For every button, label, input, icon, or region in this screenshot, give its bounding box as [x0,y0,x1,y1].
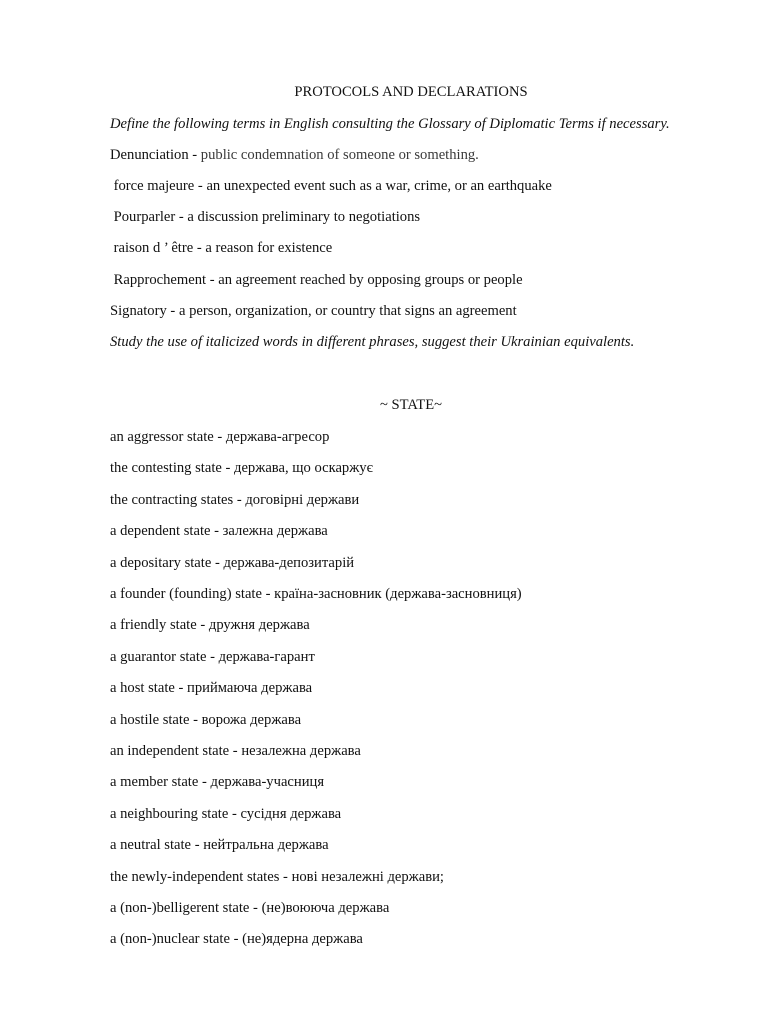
phrase-ukrainian: (не)ядерна держава [242,931,363,947]
term-definition: public condemnation of someone or something. [200,147,479,163]
phrase-line [110,805,341,823]
phrase-ukrainian: залежна держава [222,523,328,539]
separator: - [191,837,204,853]
phrase-ukrainian: (не)воююча держава [261,900,390,916]
separator: - [261,586,275,602]
phrase-ukrainian: держава-гарант [218,649,315,665]
term-entry [110,239,332,257]
phrase-english: a member state [110,774,199,790]
separator: - [229,743,242,759]
term-entry [110,146,479,164]
phrase-ukrainian: незалежна держава [241,743,361,759]
separator: - [211,555,224,571]
phrase-line [110,428,329,446]
separator: - [206,649,219,665]
term-entry [110,271,523,289]
separator: - [175,209,188,225]
separator: - [193,240,206,256]
phrase-english: a host state [110,680,175,696]
phrase-english: the newly-independent states [110,869,280,885]
separator: - [174,680,188,696]
phrase-line [110,648,315,666]
separator: - [189,712,202,728]
phrase-ukrainian: ворожа держава [201,712,302,728]
phrase-line [110,522,328,540]
phrase-ukrainian: країна-засновник (держава-засновниця) [274,586,522,602]
phrase-english: the contracting states [110,492,234,508]
phrase-english: a dependent state [110,523,211,539]
phrase-line [110,711,301,729]
phrase-ukrainian: держава-депозитарій [223,555,355,571]
term-definition: a person, organization, or country that signs an agreement [178,303,517,319]
phrase-ukrainian: нові незалежні держави; [291,869,444,885]
separator: - [279,869,292,885]
term-definition: an agreement reached by opposing groups or people [218,272,523,288]
separator: - [188,147,201,163]
phrase-english: a neutral state [110,837,192,853]
phrase-line [110,742,361,760]
phrase-english: an aggressor state [110,429,214,445]
phrase-english: a guarantor state [110,649,207,665]
separator: - [210,523,223,539]
phrase-ukrainian: держава-агресор [225,429,330,445]
term-definition: a reason for existence [205,240,333,256]
phrase-ukrainian: дружня держава [208,617,310,633]
phrase-line [110,491,359,509]
phrase-line [110,930,363,948]
separator: - [194,178,207,194]
phrase-ukrainian: сусідня держава [240,806,342,822]
phrase-line [110,773,324,791]
separator: - [196,617,209,633]
phrase-line [110,868,444,886]
phrase-line [110,459,373,477]
separator: - [206,272,219,288]
phrase-english: a depositary state [110,555,212,571]
phrase-english: a founder (founding) state [110,586,262,602]
page-title: PROTOCOLS AND DECLARATIONS [294,84,528,100]
phrase-english: an independent state [110,743,230,759]
separator: - [213,429,226,445]
section-heading: ~ STATE~ [379,397,443,413]
phrase-line [110,679,312,697]
separator: - [228,806,241,822]
phrase-ukrainian: держава, що оскаржує [234,460,373,476]
term-name: Signatory [110,303,167,319]
term-name: force majeure [110,178,195,194]
term-definition: an unexpected event such as a war, crime, or an earthquake [206,178,552,194]
term-name: Denunciation [110,147,189,163]
phrase-line [110,836,329,854]
phrase-line [110,899,389,917]
phrase-line [110,554,354,572]
phrase-english: a hostile state [110,712,190,728]
term-entry [110,208,420,226]
phrase-english: a neighbouring state [110,806,229,822]
term-entry [110,177,552,195]
phrase-line [110,585,522,603]
phrase-english: a friendly state [110,617,197,633]
term-name: Pourparler [110,209,176,225]
phrase-english: a (non-)nuclear state [110,931,230,947]
phrase-ukrainian: нейтральна держава [203,837,329,853]
phrase-english: a (non-)belligerent state [110,900,250,916]
phrase-line [110,616,310,634]
term-definition: a discussion preliminary to negotiations [187,209,421,225]
phrase-ukrainian: держава-учасниця [210,774,325,790]
instruction-define: Define the following terms in English consulting the Glossary of Diplomatic Terms if necessary. [110,116,670,132]
term-name: Rapprochement [110,272,207,288]
separator: - [221,460,235,476]
separator: - [166,303,179,319]
phrase-ukrainian: приймаюча держава [187,680,313,696]
separator: - [233,492,246,508]
phrase-ukrainian: договірні держави [245,492,360,508]
term-name: raison d ’ être [110,240,194,256]
separator: - [229,931,243,947]
separator: - [198,774,211,790]
term-entry [110,302,517,320]
phrase-english: the contesting state [110,460,222,476]
separator: - [249,900,262,916]
instruction-study: Study the use of italicized words in different phrases, suggest their Ukrainian equivalents. [110,334,635,350]
